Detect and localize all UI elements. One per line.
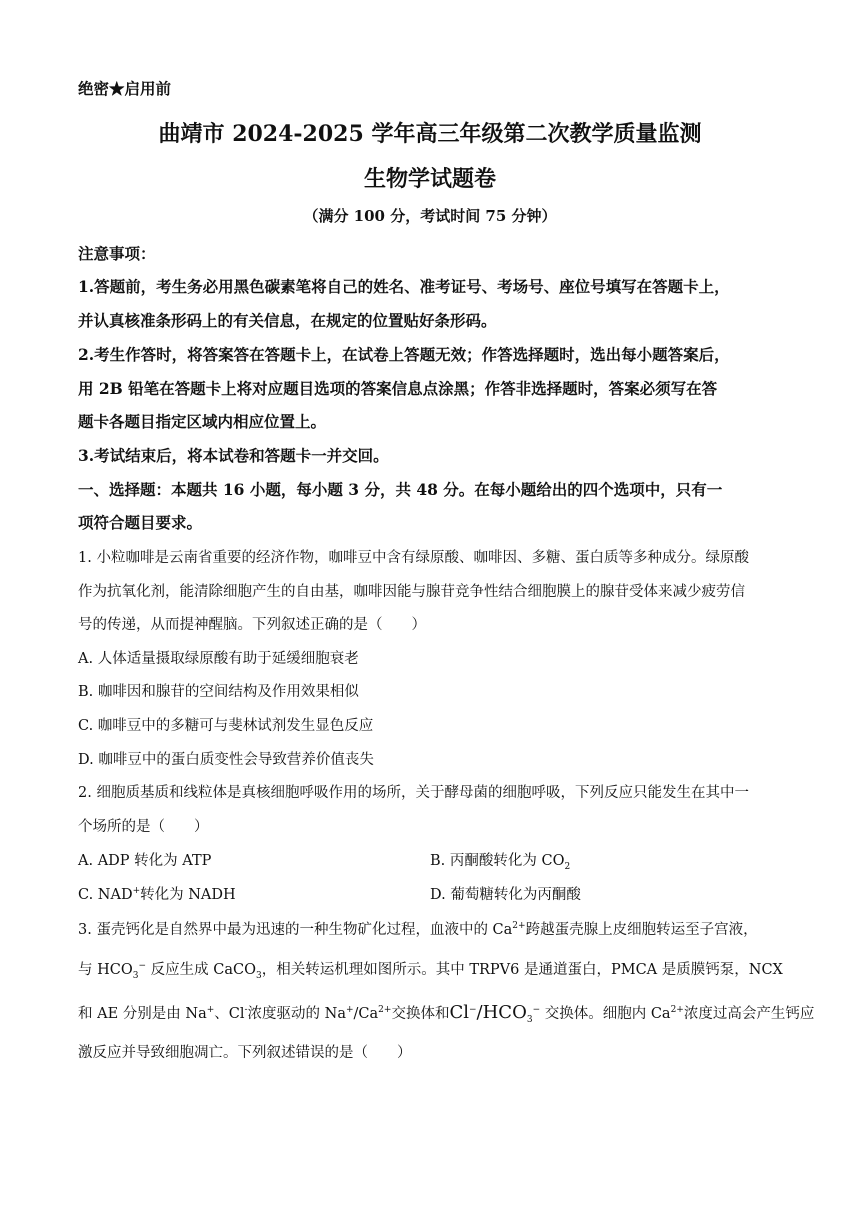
note-2-line-3: 题卡各题目指定区域内相应位置上。 <box>78 412 327 431</box>
note-2-line-1: 2.考生作答时，将答案答在答题卡上，在试卷上答题无效；作答选择题时，选出每小题答案后， <box>78 345 730 364</box>
q3-line-2: 与 $HCO_3^-$ 反应生成 CaCO$_3$，相关转运机理如图所示。其中 TRPV6 是通道蛋白，PMCA 是质膜钙泵，NCX <box>78 961 783 981</box>
q2-option-d: D. 葡萄糖转化为丙酮酸 <box>430 887 581 903</box>
note-2-line-2: 用 2B 铅笔在答题卡上将对应题目选项的答案信息点涂黑；作答非选择题时，答案必须写在答 <box>78 379 718 398</box>
secret-label: 绝密★启用前 <box>78 79 172 98</box>
q1-option-d: D. 咖啡豆中的蛋白质变性会导致营养价值丧失 <box>78 752 374 768</box>
q1-option-b: B. 咖啡因和腺苷的空间结构及作用效果相似 <box>78 684 359 700</box>
q2-option-a: A. ADP 转化为 ATP <box>78 853 212 869</box>
score-time: （满分 100 分，考试时间 75 分钟） <box>303 207 557 225</box>
note-1-line-1: 1.答题前，考生务必用黑色碳素笔将自己的姓名、准考证号、考场号、座位号填写在答题卡上， <box>78 277 730 296</box>
exam-subtitle: 生物学试题卷 <box>363 166 496 192</box>
q2-option-c: C. NAD+转化为 NADH <box>78 886 236 903</box>
note-3: 3.考试结束后，将本试卷和答题卡一并交回。 <box>78 446 389 465</box>
q3-line-4: 激反应并导致细胞凋亡。下列叙述错误的是（ ） <box>78 1045 412 1061</box>
q2-line-1: 2. 细胞质基质和线粒体是真核细胞呼吸作用的场所，关于酵母菌的细胞呼吸，下列反应只能发生在其中一 <box>78 785 749 801</box>
q1-line-2: 作为抗氧化剂，能清除细胞产生的自由基，咖啡因能与腺苷竞争性结合细胞膜上的腺苷受体来减少疲劳信 <box>78 584 745 600</box>
q3-line-1: 3. 蛋壳钙化是自然界中最为迅速的一种生物矿化过程，血液中的 $Ca^{2+}$跨越蛋壳腺上皮细胞转运至子宫液， <box>78 921 758 938</box>
section-1-line-2: 项符合题目要求。 <box>78 513 203 532</box>
q1-option-c: C. 咖啡豆中的多糖可与斐林试剂发生显色反应 <box>78 718 374 734</box>
q2-line-2: 个场所的是（ ） <box>78 819 209 835</box>
notes-heading: 注意事项： <box>78 244 156 263</box>
q3-line-3: 和 AE 分别是由 Na+、Cl-浓度驱动的 $Na^+/Ca^{2+}$交换体和$Cl^-/HCO_3^-$ 交换体。细胞内 $Ca^{2+}$浓度过高会产生钙应 <box>78 1002 815 1025</box>
q1-line-1: 1. 小粒咖啡是云南省重要的经济作物，咖啡豆中含有绿原酸、咖啡因、多糖、蛋白质等多种成分。绿原酸 <box>78 550 749 566</box>
exam-title: 曲靖市 2024-2025 学年高三年级第二次教学质量监测 <box>158 121 702 147</box>
note-1-line-2: 并认真核准条形码上的有关信息，在规定的位置贴好条形码。 <box>78 311 497 330</box>
q1-line-3: 号的传递，从而提神醒脑。下列叙述正确的是（ ） <box>78 617 426 633</box>
q2-option-b: B. 丙酮酸转化为 $CO_2$ <box>430 853 571 872</box>
q1-option-a: A. 人体适量摄取绿原酸有助于延缓细胞衰老 <box>78 651 359 667</box>
section-1-line-1: 一、选择题：本题共 16 小题，每小题 3 分，共 48 分。在每小题给出的四个选项中，只有一 <box>78 480 723 499</box>
